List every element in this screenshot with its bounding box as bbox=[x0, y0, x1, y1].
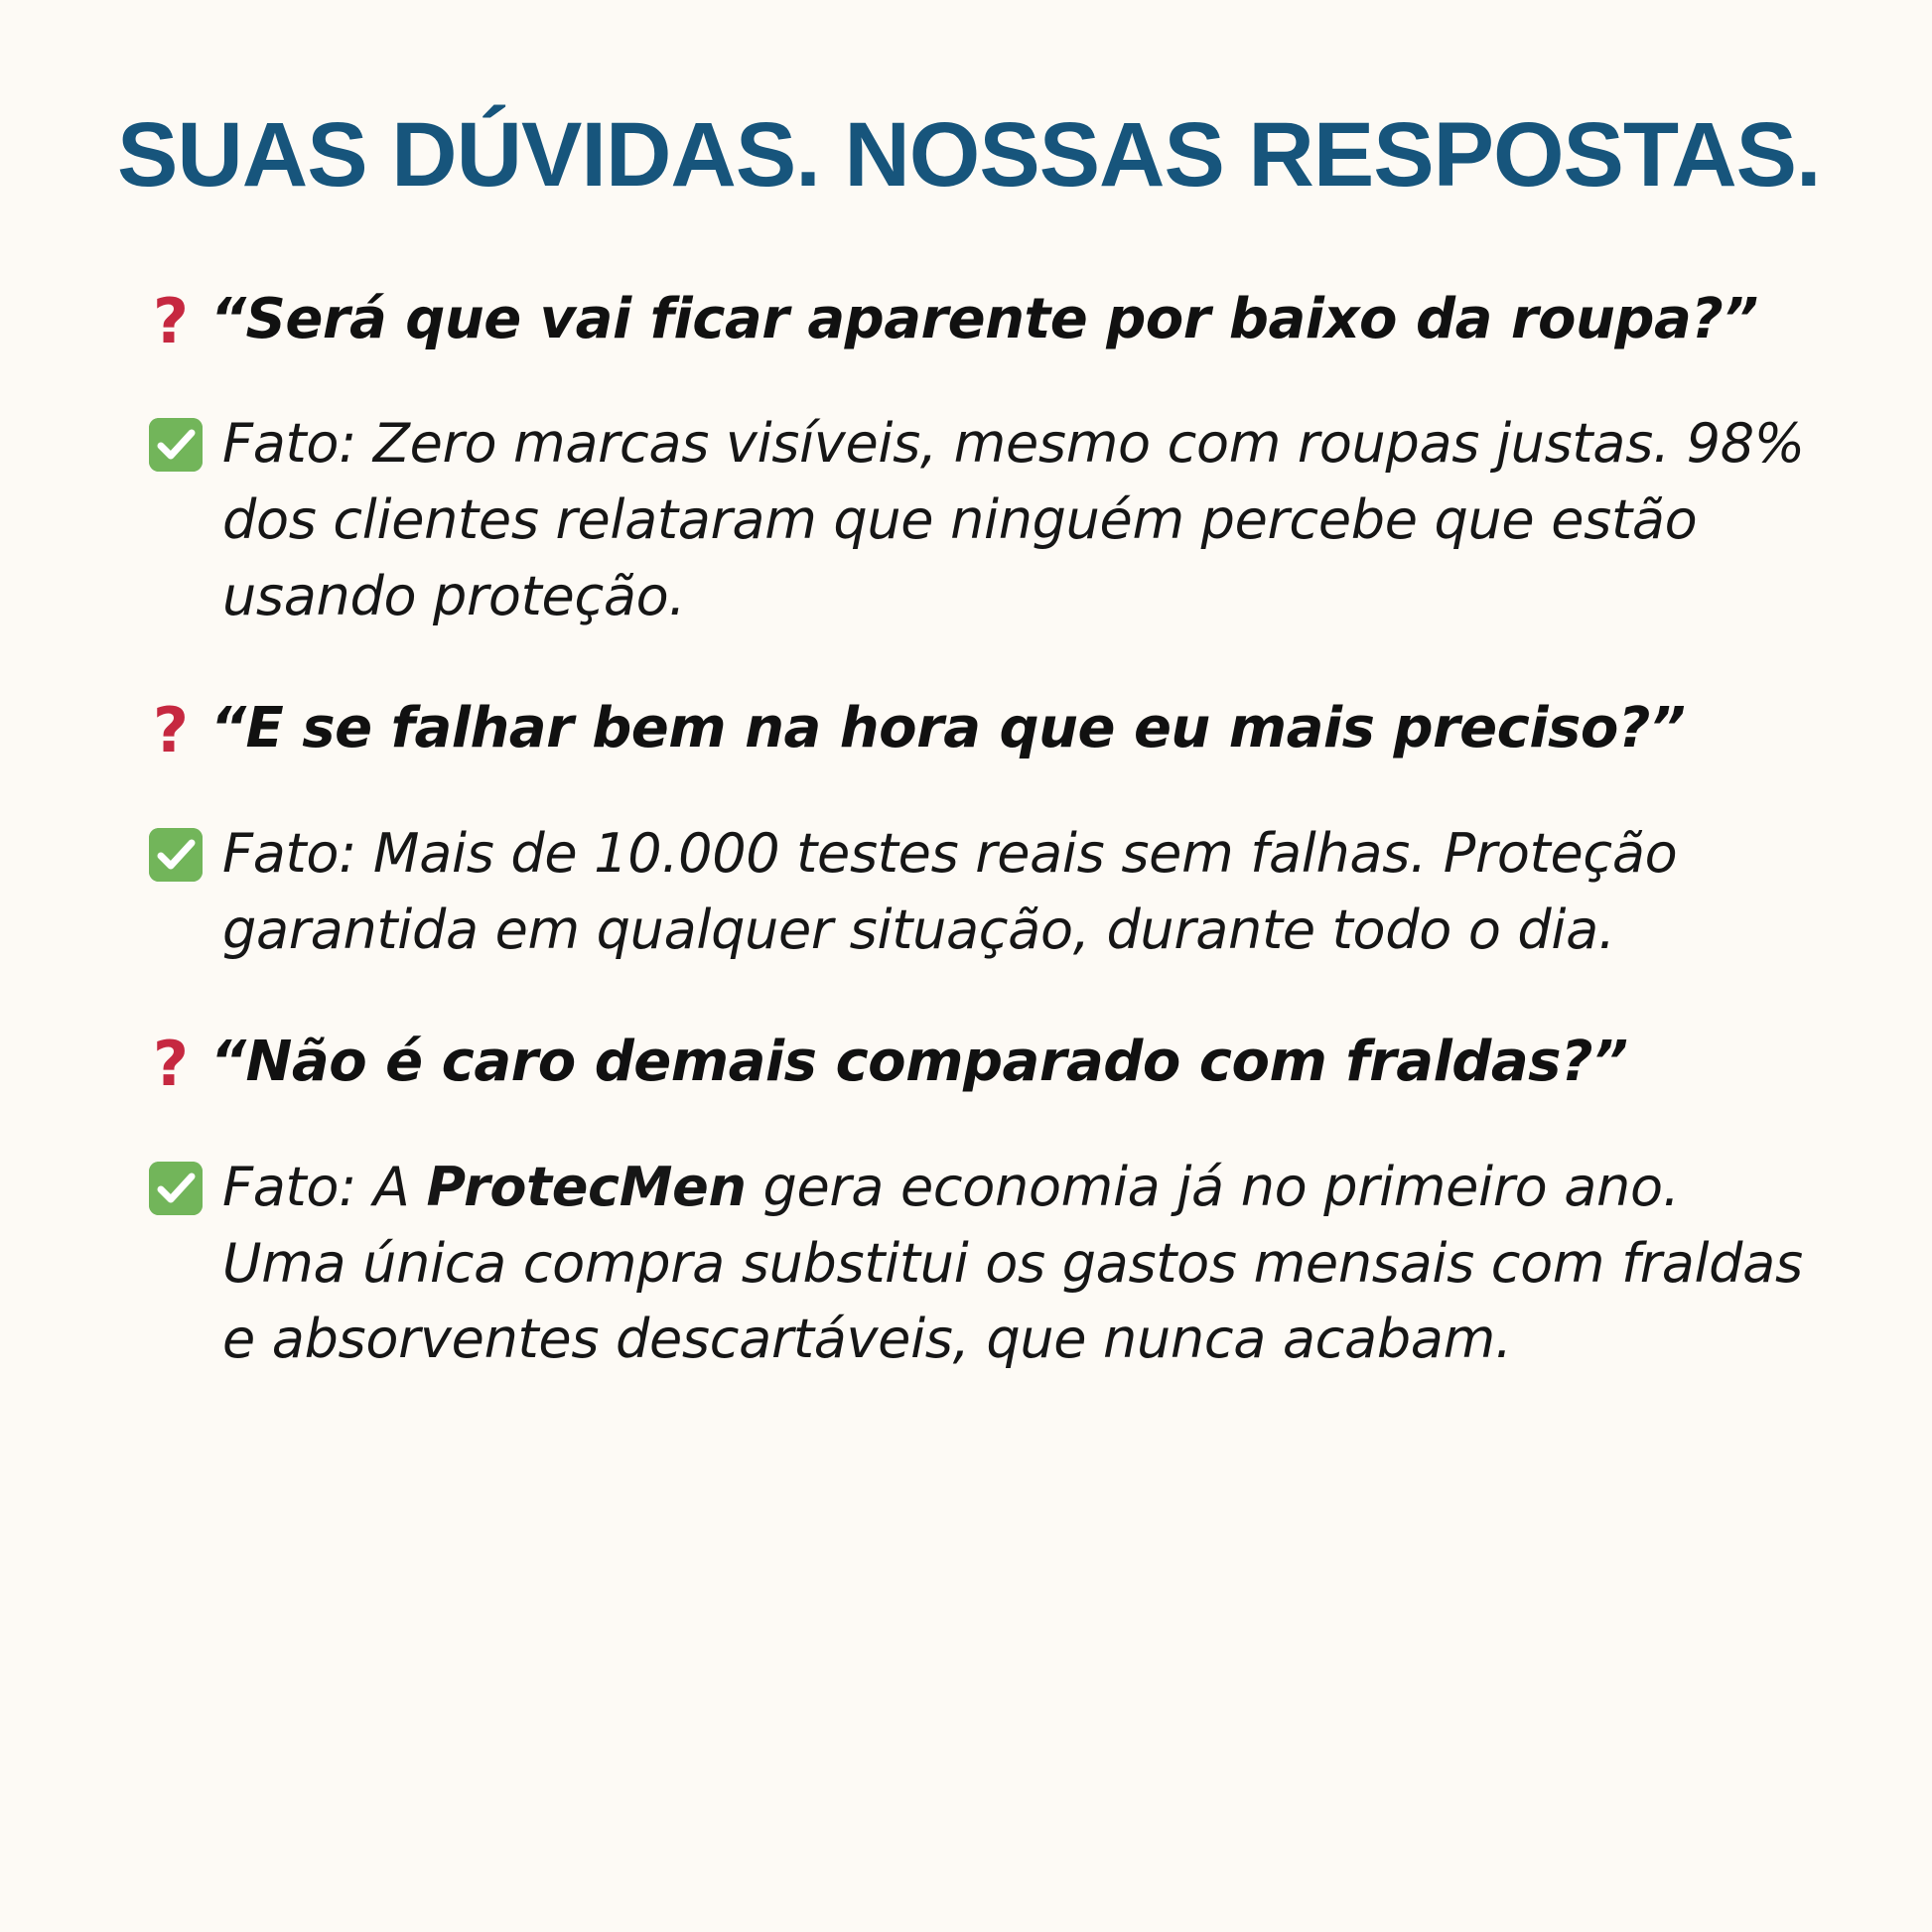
check-icon bbox=[149, 828, 203, 882]
faq-answer-part1: Fato: A bbox=[222, 1156, 427, 1219]
faq-answer-text-rich bbox=[222, 1150, 1813, 1378]
faq-answer-text: Fato: Zero marcas visíveis, mesmo com roupas justas. 98% dos clientes relataram que ninguém percebe que estão usando proteção. bbox=[222, 412, 1805, 627]
faq-question-text: “Será que vai ficar aparente por baixo da roupa?” bbox=[209, 286, 1758, 351]
page-title: SUAS DÚVIDAS. NOSSAS RESPOSTAS. bbox=[117, 104, 1821, 206]
faq-answer-1 bbox=[117, 406, 1813, 634]
check-icon bbox=[149, 418, 203, 472]
question-mark-icon: ? bbox=[153, 694, 189, 767]
question-mark-icon: ? bbox=[153, 284, 189, 357]
faq-item-3 bbox=[117, 1028, 1813, 1378]
faq-answer-2 bbox=[117, 816, 1813, 968]
faq-answer-3 bbox=[117, 1150, 1813, 1378]
question-mark-icon: ? bbox=[153, 1028, 189, 1101]
faq-question-2 bbox=[117, 694, 1813, 767]
faq-question-3 bbox=[117, 1028, 1813, 1101]
faq-item-2 bbox=[117, 694, 1813, 968]
faq-question-text: “E se falhar bem na hora que eu mais preciso?” bbox=[209, 696, 1686, 761]
faq-item-1 bbox=[117, 284, 1813, 635]
brand-name: ProtecMen bbox=[426, 1156, 747, 1219]
check-icon bbox=[149, 1162, 203, 1215]
faq-question-1 bbox=[117, 284, 1813, 357]
faq-answer-part2: gera economia já no primeiro ano. Uma única compra substitui os gastos mensais com fraldas e absorventes descartáveis, que nunca acabam. bbox=[222, 1156, 1803, 1371]
faq-answer-text: Fato: Mais de 10.000 testes reais sem falhas. Proteção garantida em qualquer situação, durante todo o dia. bbox=[222, 822, 1678, 961]
faq-question-text: “Não é caro demais comparado com fraldas?” bbox=[209, 1030, 1628, 1095]
